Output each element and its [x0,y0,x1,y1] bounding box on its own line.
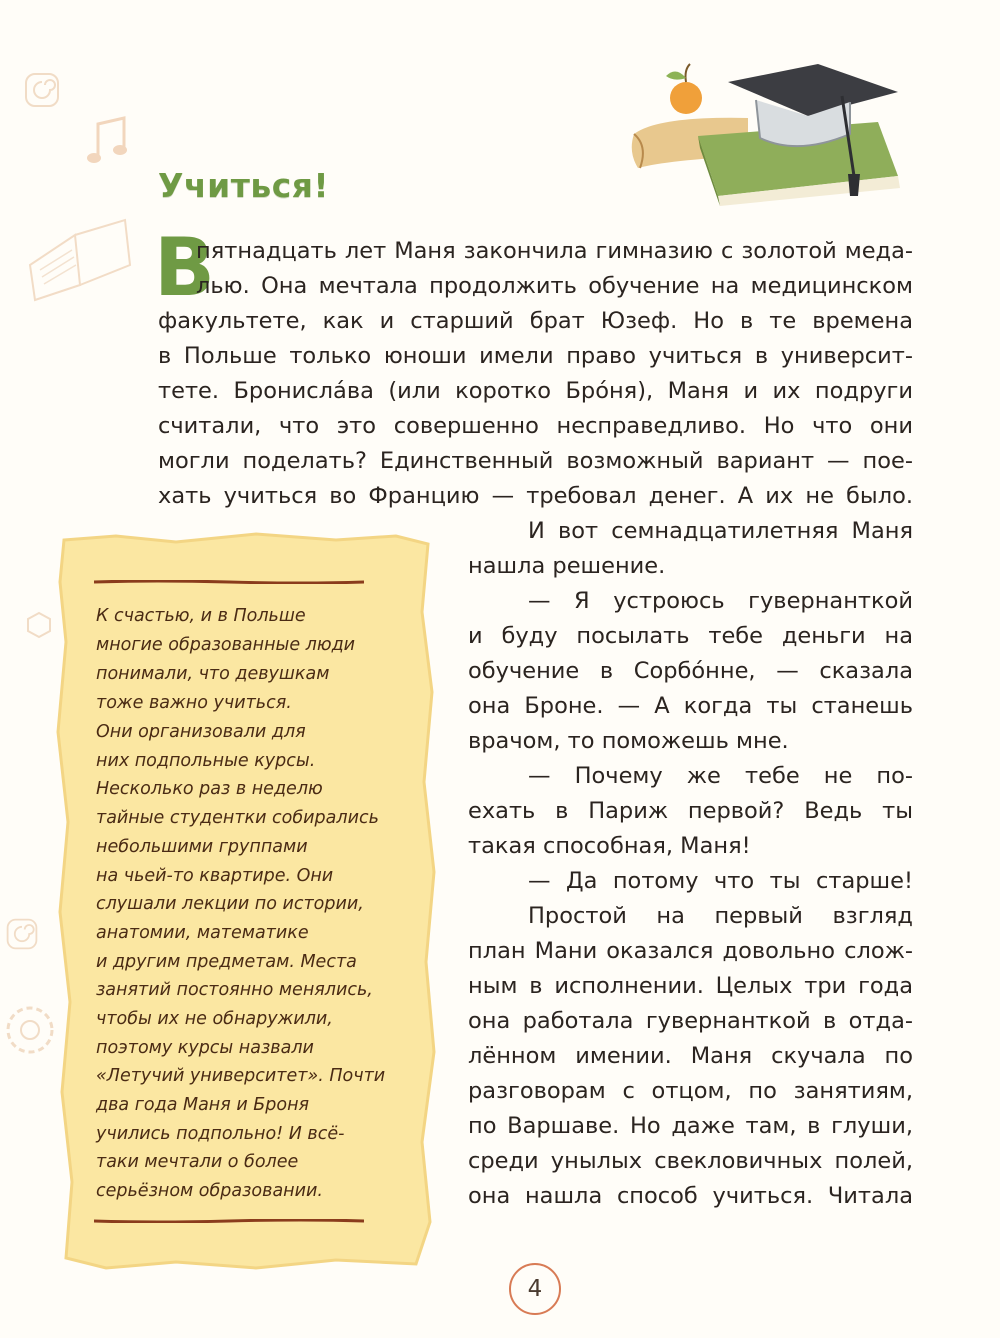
section-title: Учиться! [158,166,330,205]
spiral-icon [22,70,62,110]
text-line: — Я устроюсь гувернанткой [528,588,913,614]
text-line: могли поделать? Единственный возможный вариант — пое- [158,448,913,474]
spiral-icon-2 [4,916,40,952]
text-line: в Польше только юноши имели право учиться в университ- [158,343,913,369]
text-line: она работала гувернанткой в отда- [468,1008,913,1034]
sidebar-line: них подпольные курсы. [96,751,316,771]
text-line: факультете, как и старший брат Юзеф. Но в те времена [158,308,913,334]
text-line: И вот семнадцатилетняя Маня [528,518,913,544]
sidebar-line: Несколько раз в неделю [96,779,323,799]
sidebar-rule-top [94,580,364,584]
sidebar-line: на чьей-то квартире. Они [96,866,334,886]
text-line: и буду посылать тебе деньги на [468,623,913,649]
sidebar-line: учились подпольно! И всё- [96,1124,345,1144]
text-line: лью. Она мечтала продолжить обучение на медицинском [196,273,913,299]
text-line: среди унылых свекловичных полей, [468,1148,913,1174]
text-line: обучение в Сорбо́нне, — сказала [468,658,913,684]
open-book-icon [20,205,140,305]
sidebar-line: поэтому курсы назвали [96,1038,314,1058]
sidebar-line: понимали, что девушкам [96,664,330,684]
text-line: тете. Бронисла́ва (или коротко Бро́ня), Маня и их подруги [158,378,913,404]
text-line: хать учиться во Францию — требовал денег. А их не было. [158,483,913,509]
text-line: пятнадцать лет Маня закончила гимназию с золотой меда- [196,238,913,264]
sidebar-line: небольшими группами [96,837,308,857]
text-line: ным в исполнении. Целых три года [468,973,913,999]
text-line: такая способная, Маня! [468,833,751,859]
sidebar-line: таки мечтали о более [96,1152,299,1172]
sidebar-line: слушали лекции по истории, [96,894,364,914]
text-line: она нашла способ учиться. Читала [468,1183,913,1209]
text-line: — Почему же тебе не по- [528,763,913,789]
sidebar-line: «Летучий университет». Почти [96,1066,386,1086]
sidebar-line: К счастью, и в Польше [96,606,306,626]
drop-cap: В [154,221,215,314]
text-line: план Мани оказался довольно слож- [468,938,913,964]
text-line: ехать в Париж первой? Ведь ты [468,798,913,824]
text-line: лённом имении. Маня скучала по [468,1043,913,1069]
hexagon-icon [24,610,54,640]
graduation-cap-illustration [628,56,910,206]
text-line: считали, что это совершенно несправедливо. Но что они [158,413,913,439]
sidebar-rule-bottom [94,1219,364,1223]
text-line: Простой на первый взгляд [528,903,913,929]
sidebar-line: многие образованные люди [96,635,356,655]
sidebar-line: тайные студентки собирались [96,808,379,828]
sidebar-line: чтобы их не обнаружили, [96,1009,333,1029]
text-line: — Да потому что ты старше! [528,868,913,894]
sidebar-line: тоже важно учиться. [96,693,292,713]
text-line: врачом, то поможешь мне. [468,728,789,754]
sidebar-line: анатомии, математике [96,923,309,943]
text-line: она Броне. — А когда ты станешь [468,693,913,719]
page-number: 4 [509,1263,561,1315]
sidebar-line: и другим предметам. Места [96,952,357,972]
sidebar-line: два года Маня и Броня [96,1095,310,1115]
sidebar-line: занятий постоянно менялись, [96,980,373,1000]
music-note-icon [84,112,134,172]
text-line: разговорам с отцом, по занятиям, [468,1078,913,1104]
text-line: нашла решение. [468,553,666,579]
text-line: по Варшаве. Но даже там, в глуши, [468,1113,913,1139]
sidebar-line: Они организовали для [96,722,306,742]
sidebar-line: серьёзном образовании. [96,1181,323,1201]
